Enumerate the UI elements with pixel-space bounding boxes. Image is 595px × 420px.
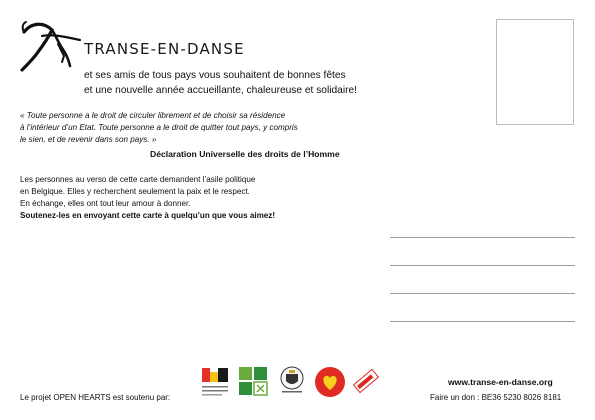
quote-line-2: à l’intérieur d’un Etat. Toute personne a le droit de quitter tout pays, y compris [20, 123, 298, 132]
website-link[interactable]: www.transe-en-danse.org [448, 377, 553, 387]
brand-name: TRANSE-EN-DANSE [84, 40, 245, 58]
address-line [390, 321, 575, 322]
support-text: Le projet OPEN HEARTS est soutenu par: [20, 393, 171, 402]
intro-line-3: En échange, elles ont tout leur amour à donner. [20, 199, 191, 208]
address-line [390, 265, 575, 266]
greeting-line-1: et ses amis de tous pays vous souhaitent de bonnes fêtes [84, 70, 346, 81]
greeting-line-2: et une nouvelle année accueillante, chaleureuse et solidaire! [84, 85, 357, 96]
stamp-box [496, 19, 574, 125]
quote-line-1: « Toute personne a le droit de circuler librement et de choisir sa résidence [20, 111, 286, 120]
dancer-logo-icon [18, 18, 86, 72]
call-to-action: Soutenez-les en envoyant cette carte à quelqu’un que vous aimez! [20, 211, 276, 220]
heart-badge-icon [313, 365, 347, 399]
greeting-text [84, 68, 357, 98]
fwb-logo-icon [200, 366, 232, 400]
intro-paragraph [20, 174, 360, 222]
vgc-logo-icon [238, 366, 268, 396]
kontakt-logo-icon [352, 366, 380, 396]
declaration-quote [20, 110, 380, 146]
intro-line-1: Les personnes au verso de cette carte demandent l’asile politique [20, 175, 256, 184]
commune-crest-icon [278, 365, 306, 397]
address-line [390, 293, 575, 294]
quote-source: Déclaration Universelle des droits de l’Homme [150, 149, 340, 159]
address-line [390, 237, 575, 238]
quote-line-3: le sien, et de revenir dans son pays. » [20, 135, 157, 144]
donation-info: Faire un don : BE36 5230 8026 8181 [430, 393, 562, 402]
intro-line-2: en Belgique. Elles y recherchent seulement la paix et le respect. [20, 187, 250, 196]
